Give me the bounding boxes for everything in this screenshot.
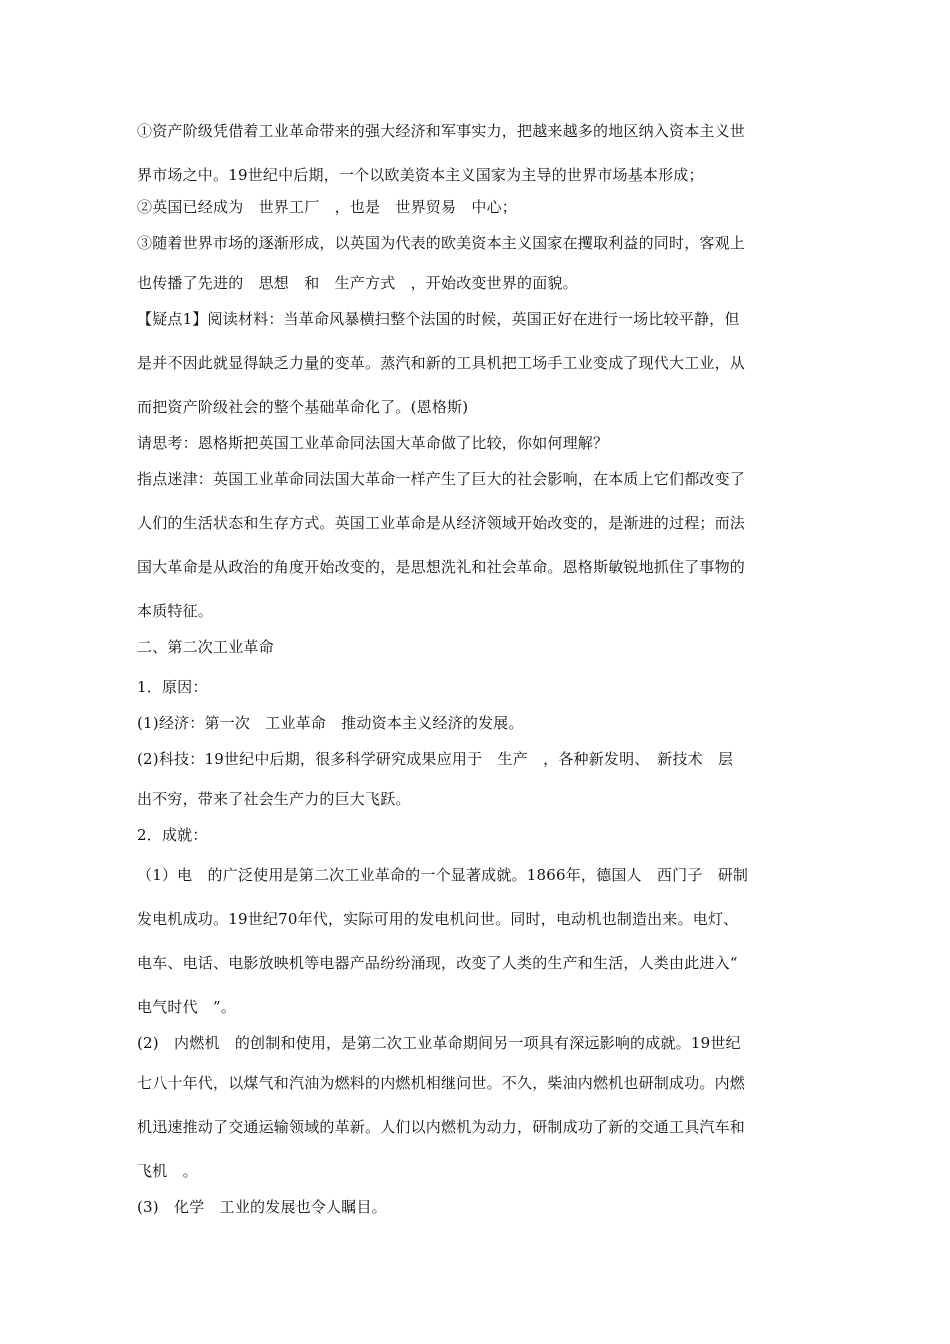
text-line: 【疑点1】阅读材料：当革命风暴横扫整个法国的时候，英国正好在进行一场比较平静，但 [137,310,740,328]
text-line: 国大革命是从政治的角度开始改变的，是思想洗礼和社会革命。恩格斯敏锐地抓住了事物的 [137,558,746,576]
text-line: （1）电 的广泛使用是第二次工业革命的一个显著成就。1866年，德国人 西门子 研制 [137,866,749,884]
text-line: 2．成就： [137,826,208,844]
text-line: (3) 化学 工业的发展也令人瞩目。 [137,1198,387,1216]
text-line: 电气时代 ”。 [137,998,237,1016]
text-line: 而把资产阶级社会的整个基础革命化了。(恩格斯) [137,398,469,416]
text-line: 人们的生活状态和生存方式。英国工业革命是从经济领域开始改变的，是渐进的过程；而法 [137,514,746,532]
text-line: 请思考：恩格斯把英国工业革命同法国大革命做了比较，你如何理解？ [137,434,609,452]
text-line: (2)科技：19世纪中后期，很多科学研究成果应用于 生产 ，各种新发明、 新技术 层 [137,750,734,768]
text-line: 出不穷，带来了社会生产力的巨大飞跃。 [137,790,411,808]
text-line: 界市场之中。19世纪中后期，一个以欧美资本主义国家为主导的世界市场基本形成； [137,166,704,184]
section-heading: 二、第二次工业革命 [137,638,274,656]
text-line: 是并不因此就显得缺乏力量的变革。蒸汽和新的工具机把工场手工业变成了现代大工业，从 [137,354,746,372]
text-line: 机迅速推动了交通运输领域的革新。人们以内燃机为动力，研制成功了新的交通工具汽车和 [137,1118,746,1136]
document-body [137,121,813,1217]
text-line: (1)经济：第一次 工业革命 推动资本主义经济的发展。 [137,714,524,732]
text-line: ③随着世界市场的逐渐形成，以英国为代表的欧美资本主义国家在攫取利益的同时，客观上 [137,234,746,252]
text-line: ②英国已经成为 世界工厂 ，也是 世界贸易 中心； [137,198,518,216]
text-line: 发电机成功。19世纪70年代，实际可用的发电机问世。同时，电动机也制造出来。电灯、 [137,910,739,928]
text-line: 也传播了先进的 思想 和 生产方式 ，开始改变世界的面貌。 [137,274,578,292]
text-line: 指点迷津：英国工业革命同法国大革命一样产生了巨大的社会影响，在本质上它们都改变了 [137,470,746,488]
text-line: 飞机 。 [137,1162,198,1180]
text-line: 电车、电话、电影放映机等电器产品纷纷涌现，改变了人类的生产和生活，人类由此进入“ [137,954,738,972]
text-line: 1．原因： [137,678,208,696]
text-line: (2) 内燃机 的创制和使用，是第二次工业革命期间另一项具有深远影响的成就。19世纪 [137,1034,741,1052]
text-line: 七八十年代，以煤气和汽油为燃料的内燃机相继问世。不久，柴油内燃机也研制成功。内燃 [137,1074,746,1092]
text-line: 本质特征。 [137,602,214,620]
text-line: ①资产阶级凭借着工业革命带来的强大经济和军事实力，把越来越多的地区纳入资本主义世 [137,122,746,140]
